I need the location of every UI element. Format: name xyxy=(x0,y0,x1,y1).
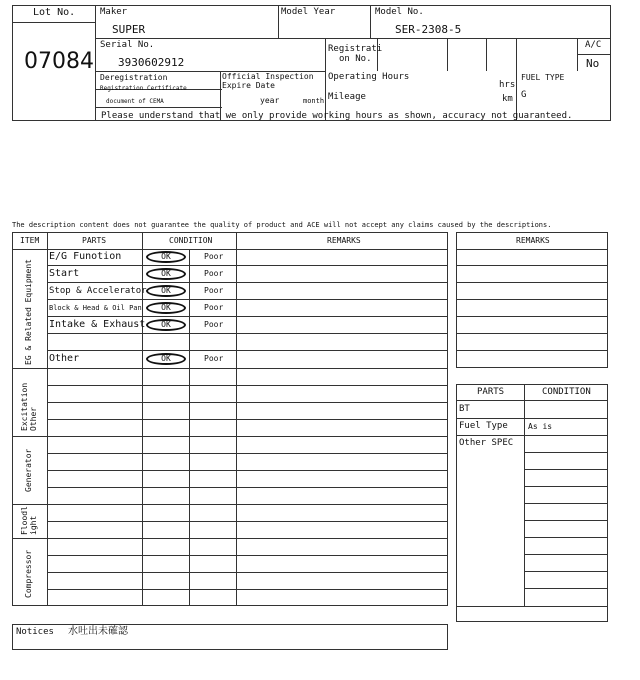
model-no-value: SER-2308-5 xyxy=(395,23,462,36)
side-fuel-type-value: As is xyxy=(528,422,553,431)
side-fuel-type-label: Fuel Type xyxy=(459,421,508,431)
grid-line xyxy=(47,385,448,386)
group-floodlight-label-2: ight xyxy=(29,515,38,535)
grid-line xyxy=(47,299,448,300)
registration-label-1: Registrati xyxy=(328,44,383,54)
grid-line xyxy=(12,368,47,369)
grid-line xyxy=(456,299,608,300)
grid-line xyxy=(47,453,448,454)
ok-eg-function[interactable]: OK xyxy=(146,251,186,263)
group-excitation-label-2: Other xyxy=(29,406,38,431)
side-remarks-table xyxy=(456,232,608,368)
ok-stop-accelerator[interactable]: OK xyxy=(146,285,186,297)
lot-number: 07084 xyxy=(24,49,94,74)
grid-line xyxy=(47,265,448,266)
maker-value: SUPER xyxy=(112,23,146,36)
grid-line xyxy=(524,571,608,572)
hours-notice: Please understand that we only provide working hours as shown, accuracy not guaranteed. xyxy=(101,111,573,121)
notices-value: 水吐出未確認 xyxy=(68,626,128,637)
remarks-header: REMARKS xyxy=(327,236,361,245)
parts-header: PARTS xyxy=(82,236,107,245)
ok-intake-exhaust[interactable]: OK xyxy=(146,319,186,331)
other-spec-label: Other SPEC xyxy=(459,438,514,448)
group-compressor-label: Compressor xyxy=(24,549,33,598)
group-excitation-label-1: Excitation xyxy=(20,382,29,431)
grid-line xyxy=(456,265,608,266)
disclaimer: The description content does not guarantee the quality of product and ACE will not accept any claims caused by the descriptions. xyxy=(12,221,552,229)
inspection-label-2: Expire Date xyxy=(222,81,275,90)
model-no-label: Model No. xyxy=(375,7,424,17)
operating-hours-label: Operating Hours xyxy=(328,72,410,82)
grid-line xyxy=(47,470,448,471)
ac-label: A/C xyxy=(585,40,602,50)
grid-line xyxy=(524,469,608,470)
grid-line xyxy=(456,282,608,283)
poor-start[interactable]: Poor xyxy=(204,269,224,278)
ok-block-head-oil-pan[interactable]: OK xyxy=(146,302,186,314)
grid-line xyxy=(47,487,448,488)
hrs-label: hrs xyxy=(499,80,516,90)
grid-line xyxy=(47,521,448,522)
grid-line xyxy=(47,436,448,437)
grid-line xyxy=(456,435,608,436)
lot-label: Lot No. xyxy=(33,7,76,18)
grid-line xyxy=(456,400,608,401)
bt-label: BT xyxy=(459,404,470,414)
grid-line xyxy=(456,606,608,607)
grid-line xyxy=(456,333,608,334)
km-label: km xyxy=(502,94,513,104)
ok-start[interactable]: OK xyxy=(146,268,186,280)
part-start: Start xyxy=(49,268,80,279)
grid-line xyxy=(47,589,448,590)
side-condition-header: CONDITION xyxy=(542,387,591,397)
grid-line xyxy=(47,402,448,403)
grid-line xyxy=(524,486,608,487)
serial-label: Serial No. xyxy=(100,40,155,50)
group-eg-label: EG & Related Equipment xyxy=(24,259,33,365)
deregistration-label: Deregistration xyxy=(100,73,168,82)
fuel-type-label: FUEL TYPE xyxy=(521,73,565,82)
side-remarks-header: REMARKS xyxy=(516,236,550,245)
grid-line xyxy=(524,554,608,555)
part-block-head-oil-pan: Block & Head & Oil Pan xyxy=(49,304,142,312)
grid-line xyxy=(47,572,448,573)
grid-line xyxy=(47,282,448,283)
registration-label-2: on No. xyxy=(339,54,372,64)
condition-header: CONDITION xyxy=(169,236,213,245)
part-other: Other xyxy=(49,353,80,364)
maker-label: Maker xyxy=(100,7,128,17)
serial-value: 3930602912 xyxy=(118,56,185,69)
grid-line xyxy=(524,520,608,521)
grid-line xyxy=(456,418,608,419)
ok-other[interactable]: OK xyxy=(146,353,186,365)
grid-line xyxy=(456,350,608,351)
grid-line xyxy=(524,588,608,589)
grid-line xyxy=(12,538,47,539)
grid-line xyxy=(47,419,448,420)
poor-stop-accelerator[interactable]: Poor xyxy=(204,286,224,295)
group-generator-label: Generator xyxy=(24,448,33,492)
year-label: year xyxy=(260,96,280,105)
grid-line xyxy=(12,436,47,437)
side-parts-header: PARTS xyxy=(477,387,505,397)
inspection-label-1: Official Inspection xyxy=(222,72,314,81)
grid-line xyxy=(12,504,47,505)
poor-eg-function[interactable]: Poor xyxy=(204,252,224,261)
group-floodlight-label-1: Floodl xyxy=(20,506,29,535)
part-stop-accelerator: Stop & Accelerator xyxy=(49,286,147,296)
grid-line xyxy=(47,555,448,556)
cema-document-label: document of CEMA xyxy=(106,98,164,105)
item-header: ITEM xyxy=(20,236,40,245)
mileage-label: Mileage xyxy=(328,92,366,102)
part-eg-function: E/G Funotion xyxy=(49,251,122,262)
ac-value: No xyxy=(586,57,600,70)
grid-line xyxy=(524,537,608,538)
grid-line xyxy=(524,452,608,453)
grid-line xyxy=(47,316,448,317)
poor-block-head-oil-pan[interactable]: Poor xyxy=(204,303,224,312)
grid-line xyxy=(47,350,448,351)
poor-intake-exhaust[interactable]: Poor xyxy=(204,320,224,329)
registration-certificate-label: Registration Certificate xyxy=(100,85,187,92)
grid-line xyxy=(456,249,608,250)
fuel-type-value: G xyxy=(521,90,527,100)
notices-label: Notices xyxy=(16,627,54,637)
grid-line xyxy=(47,504,448,505)
grid-line xyxy=(47,538,448,539)
grid-line xyxy=(524,503,608,504)
poor-other[interactable]: Poor xyxy=(204,354,224,363)
grid-line xyxy=(47,333,448,334)
grid-line xyxy=(456,316,608,317)
grid-line xyxy=(47,368,448,369)
part-intake-exhaust: Intake & Exhaust xyxy=(49,319,146,330)
grid-line xyxy=(12,249,448,250)
month-label: month xyxy=(303,97,325,105)
model-year-label: Model Year xyxy=(281,7,336,17)
